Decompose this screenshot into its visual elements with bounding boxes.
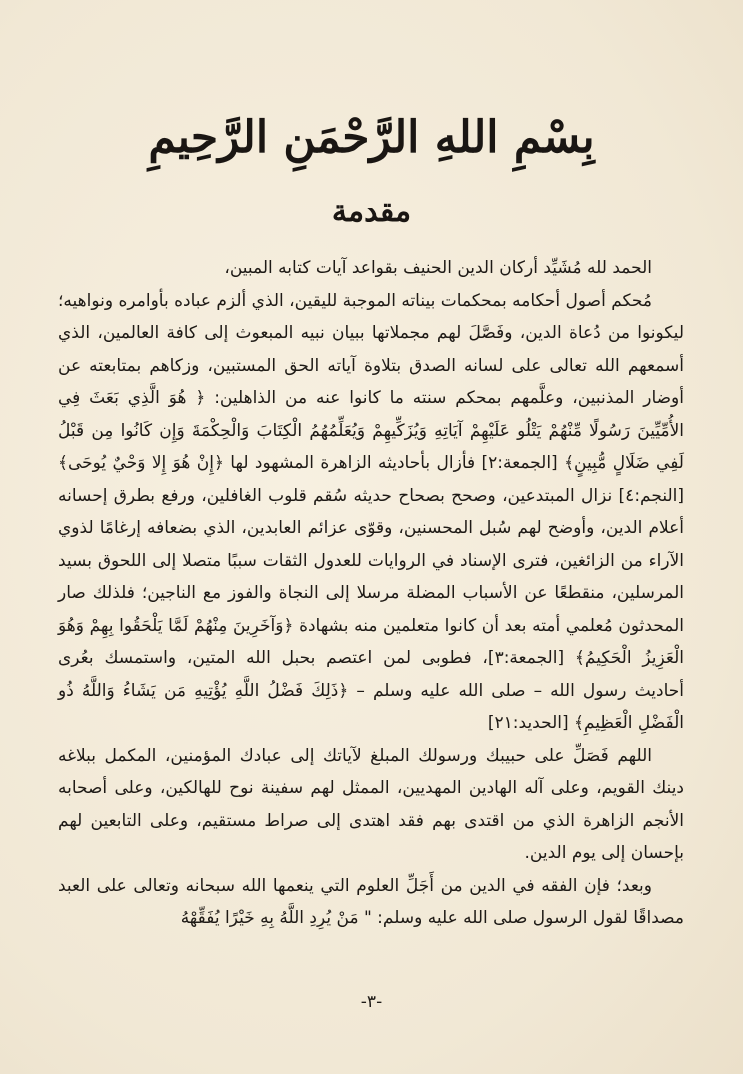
page-title: مقدمة [331, 194, 412, 229]
basmala-calligraphy: بِسْمِ اللهِ الرَّحْمَنِ الرَّحِيمِ [148, 112, 595, 163]
paragraph-salutation: اللهم فَصَلِّ على حبيبك ورسولك المبلغ لآياتك إلى عبادك المؤمنين، المكمل ببلاغه دينك القويم، وعلى آله الهادين المهديين، الممثل لهم سفينة نوح للهالكين، وعلى أصحابه الأنجم الزاهرة الذي من اقتدى بهم فقد اهتدى إلى صراط مستقيم، وعلى التابعين لهم بإحسان إلى يوم الدين. [58, 745, 684, 863]
paragraph-praise: مُحكم أصول أحكامه بمحكمات بيناته الموجبة لليقين، الذي ألزم عباده بأوامره ونواهيه؛ ليكونوا من دُعاة الدين، وفَصَّلَ لهم مجملاتها ببيان نبيه المبعوث إلى كافة العالمين، الذي أسمعهم الله تعالى على لسانه الصدق بتلاوة آياته الحق المستبين، وزكاهم بمتابعته عن أوضار المذنبين، وعلَّمهم بمحكم سنته ما كانوا عنه من الذاهلين: ﴿ هُوَ الَّذِي بَعَثَ فِي الأُمِّيِّينَ رَسُولًا مِّنْهُمْ يَتْلُو عَلَيْهِمْ آيَاتِهِ وَيُزَكِّيهِمْ وَيُعَلِّمُهُمُ الْكِتَابَ وَالْحِكْمَةَ وَإِن كَانُوا مِن قَبْلُ لَفِي ضَلَالٍ مُّبِينٍ﴾ [الجمعة:٢] فأزال بأحاديثه الزاهرة المشهود لها ﴿إِنْ هُوَ إِلا وَحْيٌ يُوحَى﴾ [النجم:٤] نزال المبتدعين، وصحح بصحاح حديثه سُقم قلوب الغافلين، ورفع بطرق إحسانه أعلام الدين، وأوضح لهم سُبل المحسنين، وقوّى عزائم العابدين، الذي بضعافه إرغامًا لذوي الآراء من الزائغين، فترى الإسناد في الروايات للعدول الثقات سببًا متصلا إلى اللحوق بسيد المرسلين، منقطعًا عن الأسباب المضلة مرسلا إلى النجاة والفوز مع الناجين؛ فلذلك صار المحدثون مُعلمي أمته بعد أن كانوا متعلمين منه بشهادة ﴿وَآخَرِينَ مِنْهُمْ لَمَّا يَلْحَقُوا بِهِمْ وَهُوَ الْعَزِيزُ الْحَكِيمُ﴾ [الجمعة:٣]، فطوبى لمن اعتصم بحبل الله المتين، واستمسك بعُرى أحاديث رسول الله – صلى الله عليه وسلم – ﴿ذَلِكَ فَضْلُ اللَّهِ يُؤْتِيهِ مَن يَشَاءُ وَاللَّهُ ذُو الْفَضْلِ الْعَظِيمِ﴾ [الحديد:٢١] [57, 290, 685, 733]
paragraph-fiqh: وبعد؛ فإن الفقه في الدين من أَجَلِّ العلوم التي ينعمها الله سبحانه وتعالى على العبد مصداقًا لقول الرسول صلى الله عليه وسلم: " مَنْ يُرِدِ اللَّهُ بِهِ خَيْرًا يُفَقِّهْهُ [58, 875, 684, 928]
body-text [58, 252, 684, 935]
top-margin [60, 40, 683, 41]
page-number: -٣- [360, 992, 383, 1012]
paragraph-opening: الحمد لله مُشَيِّد أركان الدين الحنيف بقواعد آيات كتابه المبين، [224, 258, 652, 278]
